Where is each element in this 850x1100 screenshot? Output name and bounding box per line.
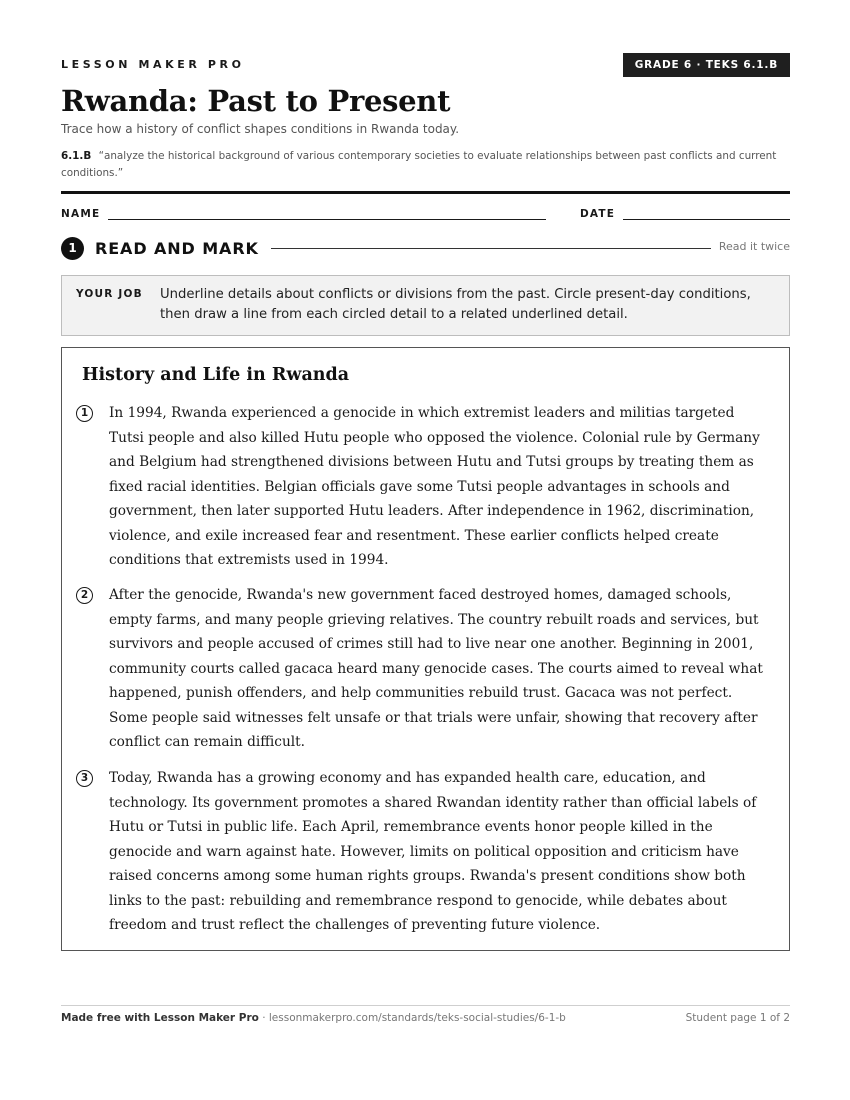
instructions-box — [61, 275, 790, 336]
footer-divider — [61, 1005, 790, 1006]
header-divider — [61, 191, 790, 194]
step-number-badge: 1 — [61, 237, 84, 260]
section-title: READ AND MARK — [95, 239, 259, 258]
section-divider — [271, 248, 711, 249]
paragraph-number: 2 — [76, 587, 93, 604]
paragraph-text: In 1994, Rwanda experienced a genocide in which extremist leaders and militias targeted Tutsi people and also killed Hutu people who opposed the violence. Colonial rule by Germany and Belgium had strengthened divisions between Hutu and Tutsi groups by treating them as fixed racial identities. Belgian officials gave some Tutsi people advantages in schools and government, then later supported Hutu leaders. After independence in 1962, discrimination, violence, and exile increased fear and resentment. These earlier conflicts helped create conditions that extremists used in 1994. — [109, 405, 760, 568]
date-label: DATE — [580, 208, 616, 220]
footer-separator: · — [258, 1012, 269, 1024]
standard-description — [61, 148, 790, 182]
section-note: Read it twice — [718, 240, 790, 253]
brand-name: LESSON MAKER PRO — [61, 58, 245, 71]
footer-url[interactable]: lessonmakerpro.com/standards/teks-social-studies/6-1-b — [268, 1012, 566, 1024]
instructions-label: YOUR JOB — [76, 288, 143, 300]
page-subtitle: Trace how a history of conflict shapes conditions in Rwanda today. — [61, 122, 460, 136]
page-indicator: Student page 1 of 2 — [685, 1012, 790, 1024]
date-field-line[interactable] — [623, 219, 790, 220]
grade-badge: GRADE 6 · TEKS 6.1.B — [623, 53, 790, 77]
instructions-text: Underline details about conflicts or divisions from the past. Circle present-day conditions, then draw a line from each circled detail to a related underlined detail. — [160, 287, 751, 322]
paragraph-text: After the genocide, Rwanda's new government faced destroyed homes, damaged schools, empty farms, and many people grieving relatives. The country rebuilt roads and services, but survivors and people accused of crimes still had to live near one another. Beginning in 2001, community courts called gacaca heard many genocide cases. The courts aimed to reveal what happened, punish offenders, and help communities rebuild trust. Gacaca was not perfect. Some people said witnesses felt unsafe or that trials were unfair, showing that recovery after conflict can remain difficult. — [109, 587, 763, 750]
name-label: NAME — [61, 208, 101, 220]
paragraph-number: 3 — [76, 770, 93, 787]
page-title: Rwanda: Past to Present — [61, 84, 451, 118]
footer-credit — [61, 1012, 566, 1024]
standard-text: “analyze the historical background of various contemporary societies to evaluate relationships between past conflicts and current conditions.” — [61, 150, 777, 179]
standard-code: 6.1.B — [61, 150, 92, 162]
reading-title: History and Life in Rwanda — [82, 365, 350, 385]
footer-made-with: Made free with Lesson Maker Pro — [61, 1012, 259, 1024]
paragraph-text: Today, Rwanda has a growing economy and has expanded health care, education, and technology. Its government promotes a shared Rwandan identity rather than official labels of Hutu or Tutsi in public life. Each April, remembrance events honor people killed in the genocide and warn against hate. However, limits on political opposition and criticism have raised concerns among some human rights groups. Rwanda's present conditions show both links to the past: rebuilding and remembrance respond to genocide, while debates about freedom and trust reflect the challenges of preventing future violence. — [109, 770, 757, 933]
name-field-line[interactable] — [108, 219, 546, 220]
paragraph-number: 1 — [76, 405, 93, 422]
reading-passage-box — [61, 347, 790, 951]
